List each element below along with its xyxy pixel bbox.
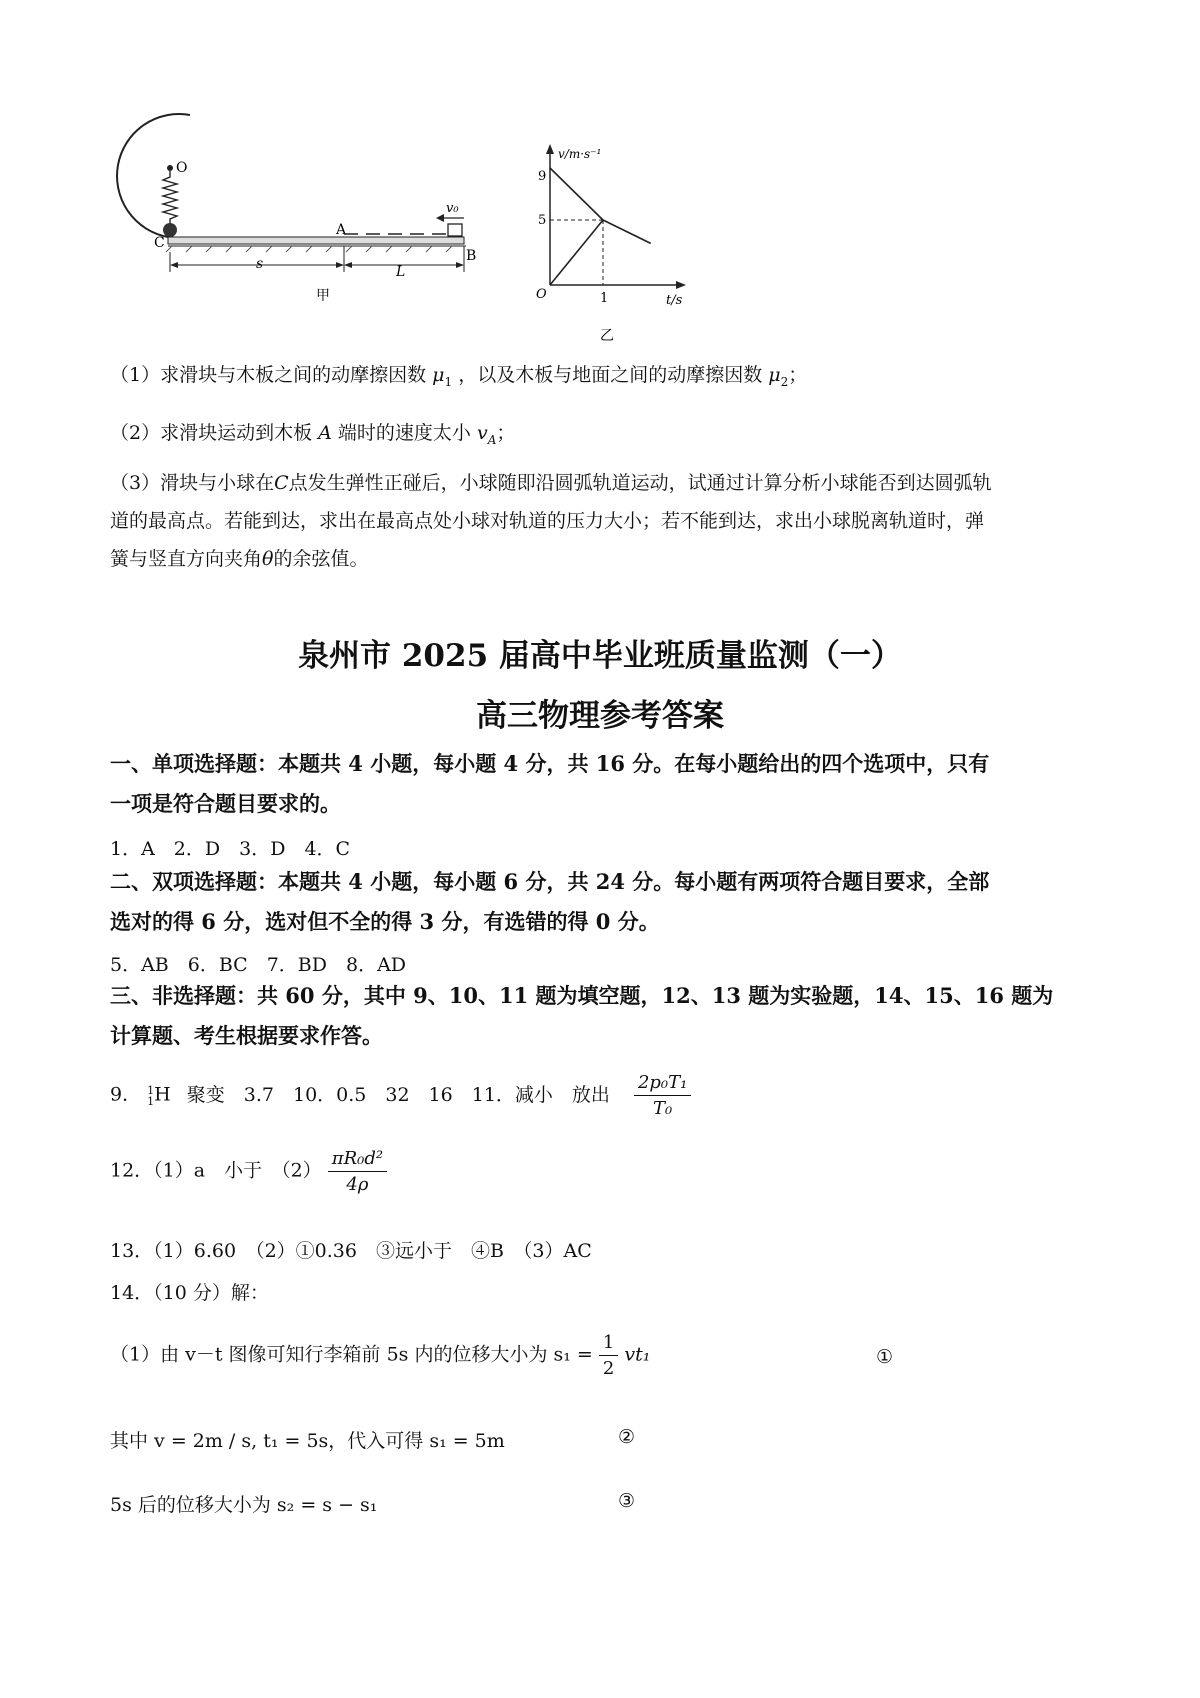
answer-14-line-2: 其中 v = 2m / s, t₁ = 5s，代入可得 s₁ = 5m bbox=[110, 1430, 505, 1452]
origin-label: O bbox=[536, 287, 547, 302]
vt-series-line-2 bbox=[550, 220, 603, 285]
q3-theta: θ bbox=[262, 548, 274, 570]
ans12-text: 12．（1）a 小于 （2） bbox=[110, 1159, 322, 1182]
wooden-board bbox=[168, 237, 464, 244]
answer-14-line-3: 5s 后的位移大小为 s₂ = s − s₁ bbox=[110, 1494, 378, 1516]
ans14-frac-den: 2 bbox=[602, 1358, 615, 1379]
title-2: 高三物理参考答案 bbox=[476, 698, 724, 734]
vt-series-line-1 bbox=[550, 168, 603, 220]
section-2-line-2: 选对的得 6 分，选对但不全的得 3 分，有选错的得 0 分。 bbox=[110, 909, 660, 934]
q2-v: v bbox=[476, 422, 488, 444]
answer-14-head: 14．（10 分）解： bbox=[110, 1282, 269, 1304]
q3-c: C bbox=[274, 472, 289, 494]
ans14-l1-fraction bbox=[599, 1332, 618, 1379]
tick-label-1: 1 bbox=[600, 291, 609, 306]
section-2-heading bbox=[110, 862, 1100, 942]
q1-end: ； bbox=[788, 364, 808, 386]
q1-text-a: （1）求滑块与木板之间的动摩擦因数 bbox=[110, 364, 427, 386]
tick-label-5: 5 bbox=[538, 213, 547, 228]
ans14-mark-2: ② bbox=[618, 1426, 636, 1448]
section-2-line-1: 二、双项选择题：本题共 4 小题，每小题 6 分，共 24 分。每小题有两项符合题目要求，全部 bbox=[110, 869, 990, 894]
q3-line2: 道的最高点。若能到达，求出在最高点处小球对轨道的压力大小；若不能到达，求出小球脱离轨道时，弹 bbox=[110, 510, 985, 532]
q1-text-b: ，以及木板与地面之间的动摩擦因数 bbox=[458, 364, 763, 386]
ans11-frac-num: 2p₀T₁ bbox=[637, 1072, 688, 1093]
slider-block bbox=[448, 224, 462, 236]
ans12-frac-den: 4ρ bbox=[346, 1174, 369, 1195]
ball bbox=[163, 223, 177, 237]
section-1-line-2: 一项是符合题目要求的。 bbox=[110, 791, 341, 816]
label-l: L bbox=[396, 264, 406, 280]
ans9-num: 9． bbox=[110, 1083, 142, 1106]
q1-mu2-sub: 2 bbox=[780, 374, 789, 389]
spring bbox=[163, 171, 177, 224]
q3-line3-a: 簧与竖直方向夹角 bbox=[110, 548, 263, 570]
y-axis-label: v/m·s⁻¹ bbox=[558, 147, 602, 161]
vt-series-line-3 bbox=[603, 220, 651, 243]
answers-9-11 bbox=[110, 1072, 691, 1119]
caption-jia: 甲 bbox=[316, 288, 330, 304]
ans14-frac-num: 1 bbox=[599, 1332, 618, 1356]
question-3 bbox=[110, 464, 1100, 578]
ans14-mark-3: ③ bbox=[618, 1490, 636, 1512]
label-s: s bbox=[256, 256, 264, 272]
question-2 bbox=[110, 414, 1100, 459]
section-1-heading bbox=[110, 744, 1100, 824]
label-v0: v₀ bbox=[446, 201, 459, 216]
q1-mu1-sub: 1 bbox=[444, 374, 453, 389]
q3-line1-b: 点发生弹性正碰后，小球随即沿圆弧轨道运动，试通过计算分析小球能否到达圆弧轨 bbox=[288, 472, 992, 494]
ans14-l1-tail: vt₁ bbox=[624, 1343, 651, 1366]
section-1-line-1: 一、单项选择题：本题共 4 小题，每小题 4 分，共 16 分。在每小题给出的四个选项中，只有 bbox=[110, 751, 990, 776]
ans9-rest: 聚变 3.7 10．0.5 32 16 11．减小 放出 bbox=[186, 1083, 610, 1106]
caption-yi: 乙 bbox=[600, 328, 614, 344]
section-1-answers: 1．A 2．D 3．D 4．C bbox=[110, 838, 351, 860]
ans14-mark-1: ① bbox=[876, 1346, 894, 1368]
q2-text-b: 端时的速度太小 bbox=[337, 422, 471, 444]
question-1 bbox=[110, 356, 1100, 401]
label-o: O bbox=[176, 160, 188, 176]
q1-mu2: μ bbox=[768, 364, 781, 386]
ans11-frac-den: T₀ bbox=[653, 1098, 673, 1119]
pivot-point bbox=[167, 165, 173, 171]
q3-line1-a: （3）滑块与小球在 bbox=[110, 472, 275, 494]
answer-12 bbox=[110, 1148, 387, 1195]
q2-text-a: （2）求滑块运动到木板 bbox=[110, 422, 313, 444]
q2-v-sub: A bbox=[487, 432, 497, 447]
ans11-fraction bbox=[634, 1072, 691, 1119]
ans9-iso-sub: 1 bbox=[147, 1094, 155, 1108]
ans9-iso-element: H bbox=[154, 1083, 171, 1106]
q2-end: ； bbox=[496, 422, 516, 444]
q1-mu1: μ bbox=[432, 364, 445, 386]
answer-13: 13．（1）6.60 （2）①0.36 ③远小于 ④B （3）AC bbox=[110, 1240, 592, 1262]
answer-14-line-1 bbox=[110, 1332, 650, 1379]
ans12-frac-num: πR₀d² bbox=[331, 1148, 384, 1169]
q3-line3-b: 的余弦值。 bbox=[273, 548, 369, 570]
ans12-fraction bbox=[328, 1148, 387, 1195]
section-2-answers: 5．AB 6．BC 7．BD 8．AD bbox=[110, 954, 407, 976]
figure-yi bbox=[530, 140, 700, 360]
section-3-line-1: 三、非选择题：共 60 分，其中 9、10、11 题为填空题，12、13 题为实验题，14、15、16 题为 bbox=[110, 983, 1054, 1008]
ans14-l1-text: （1）由 v－t 图像可知行李箱前 5s 内的位移大小为 s₁ = bbox=[110, 1343, 593, 1366]
section-3-heading bbox=[110, 976, 1100, 1056]
section-3-line-2: 计算题、考生根据要求作答。 bbox=[110, 1023, 383, 1048]
ans9-iso-sup: 1 bbox=[147, 1083, 155, 1097]
label-a: A bbox=[336, 222, 347, 238]
x-axis-label: t/s bbox=[666, 293, 683, 308]
figure-jia bbox=[100, 100, 520, 340]
tick-label-9: 9 bbox=[538, 169, 547, 184]
title-1: 泉州市 2025 届高中毕业班质量监测（一） bbox=[298, 638, 902, 674]
label-b: B bbox=[466, 248, 477, 264]
label-c: C bbox=[154, 235, 165, 251]
q2-a: A bbox=[318, 422, 332, 444]
